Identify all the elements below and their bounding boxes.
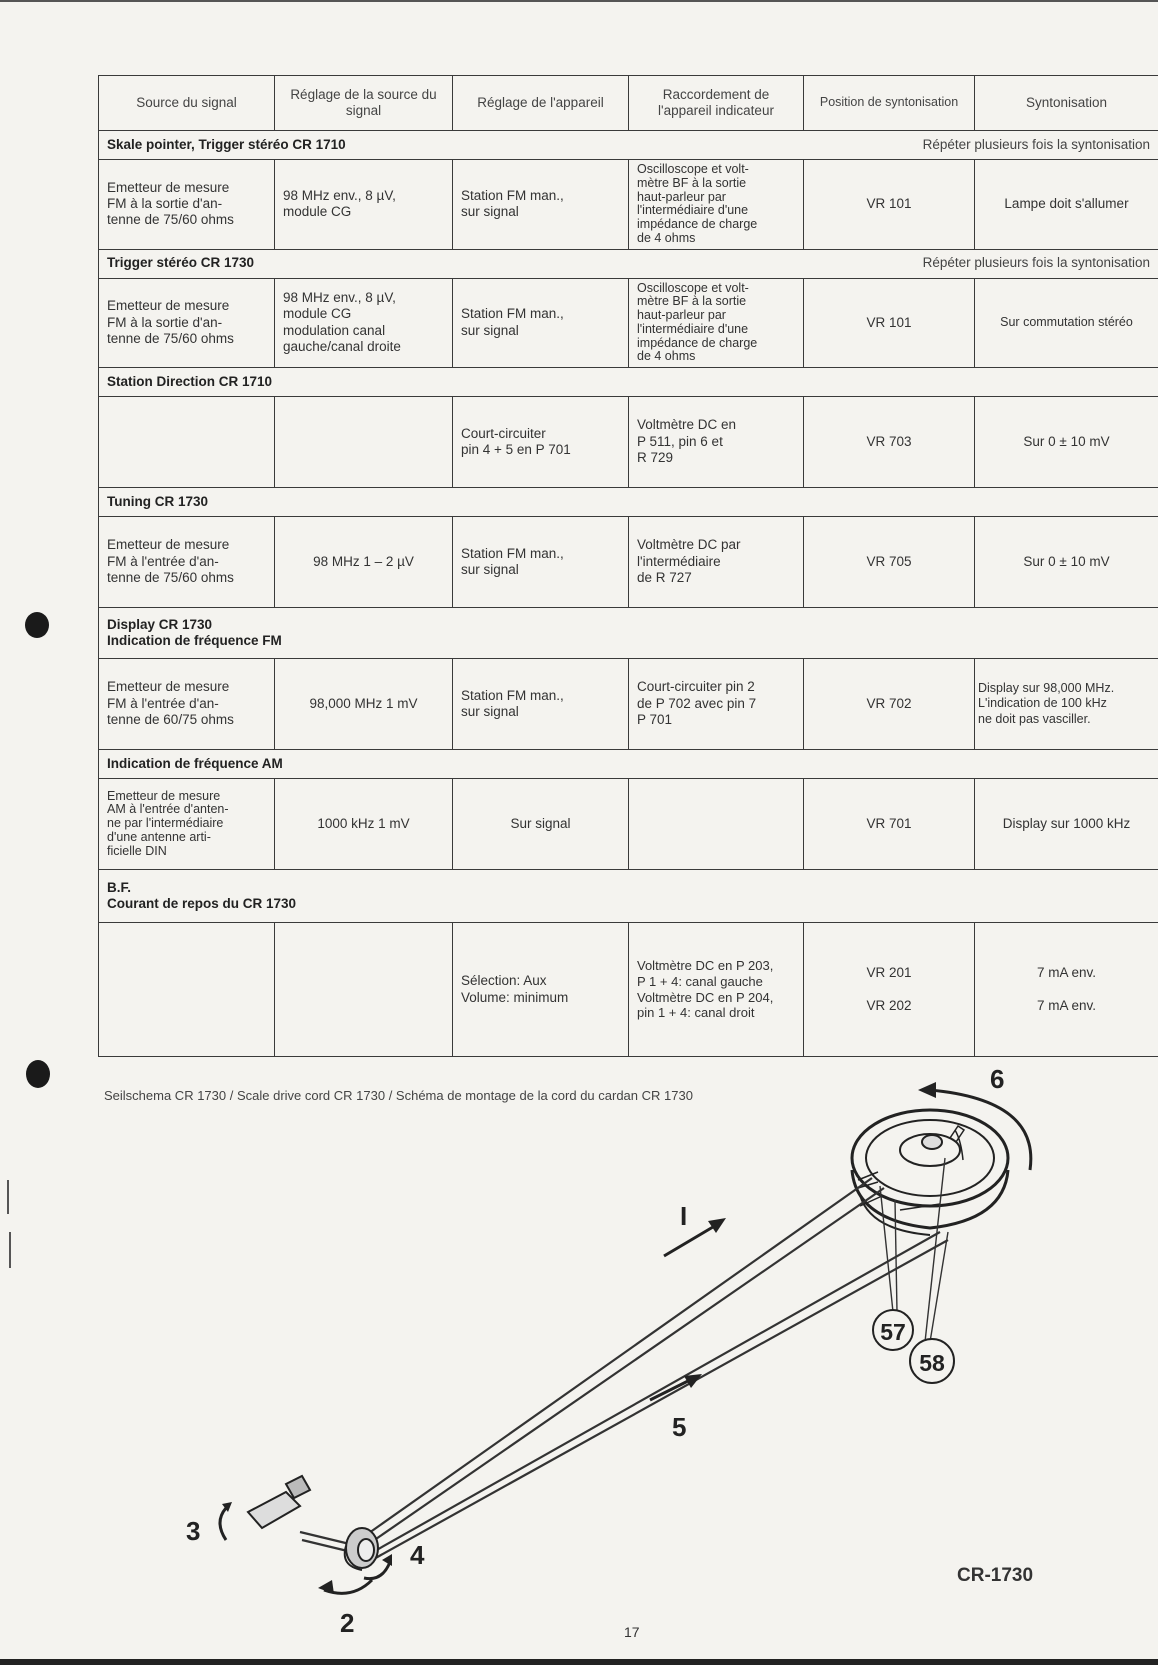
table-cell: 98 MHz env., 8 µV, module CG modulation canal gauche/canal droite bbox=[275, 278, 453, 368]
table-row bbox=[99, 397, 1158, 488]
table-cell: Sur 0 ± 10 mV bbox=[975, 397, 1158, 488]
binder-hole bbox=[25, 612, 49, 638]
rotation-arrow-2 bbox=[318, 1580, 372, 1594]
label-4: 4 bbox=[410, 1540, 425, 1570]
section-title-row bbox=[99, 750, 1158, 779]
table-row bbox=[99, 278, 1158, 368]
table-cell: Sélection: Aux Volume: minimum bbox=[453, 923, 629, 1057]
table-cell: 7 mA env. 7 mA env. bbox=[975, 923, 1158, 1057]
table-cell: Display sur 98,000 MHz. L'indication de 100 kHz ne doit pas vasciller. bbox=[975, 659, 1158, 750]
cord-diagram bbox=[0, 1060, 1158, 1650]
table-cell: Station FM man., sur signal bbox=[453, 278, 629, 368]
table-cell: Station FM man., sur signal bbox=[453, 659, 629, 750]
table-cell bbox=[99, 923, 275, 1057]
table-row bbox=[99, 160, 1158, 250]
table-row bbox=[99, 923, 1158, 1057]
adjustment-table bbox=[98, 75, 1158, 1057]
section-title: Indication de fréquence AM bbox=[107, 755, 283, 771]
table-cell: 98,000 MHz 1 mV bbox=[275, 659, 453, 750]
section-title: Station Direction CR 1710 bbox=[107, 373, 273, 389]
header-cell: Source du signal bbox=[99, 76, 275, 131]
section-title: Tuning CR 1730 bbox=[107, 493, 209, 509]
table-cell: VR 101 bbox=[804, 278, 975, 368]
top-rule bbox=[0, 0, 1158, 2]
table-cell: Sur commutation stéréo bbox=[975, 278, 1158, 368]
section-note: Répéter plusieurs fois la syntonisation bbox=[922, 255, 1150, 271]
table-cell bbox=[99, 397, 275, 488]
table-cell: 1000 kHz 1 mV bbox=[275, 779, 453, 870]
table-cell: 98 MHz 1 – 2 µV bbox=[275, 517, 453, 608]
table-cell: VR 101 bbox=[804, 160, 975, 250]
table-cell: VR 702 bbox=[804, 659, 975, 750]
table-cell: Emetteur de mesure FM à la sortie d'an- tenne de 75/60 ohms bbox=[99, 278, 275, 368]
section-title-row bbox=[99, 608, 1158, 659]
header-cell: Réglage de la source du signal bbox=[275, 76, 453, 131]
table-cell: Voltmètre DC en P 511, pin 6 et R 729 bbox=[629, 397, 804, 488]
section-title: Trigger stéréo CR 1730 bbox=[107, 255, 255, 271]
label-1: I bbox=[680, 1201, 688, 1231]
label-5: 5 bbox=[672, 1412, 687, 1442]
table-row bbox=[99, 517, 1158, 608]
header-cell: Raccordement de l'appareil indicateur bbox=[629, 76, 804, 131]
table-cell: Court-circuiter pin 2 de P 702 avec pin 7 P 701 bbox=[629, 659, 804, 750]
header-cell: Position de syntonisation bbox=[804, 76, 975, 131]
table-cell: Station FM man., sur signal bbox=[453, 160, 629, 250]
section-title: B.F. Courant de repos du CR 1730 bbox=[107, 879, 297, 911]
table-cell: 98 MHz env., 8 µV, module CG bbox=[275, 160, 453, 250]
figure-caption: Seilschema CR 1730 / Scale drive cord CR 1730 / Schéma de montage de la cord du cardan CR 1730 bbox=[104, 1088, 693, 1103]
tuning-shaft-icon bbox=[220, 1476, 310, 1540]
label-3: 3 bbox=[186, 1516, 201, 1546]
model-label: CR-1730 bbox=[957, 1565, 1034, 1586]
table-cell: Emetteur de mesure FM à l'entrée d'an- tenne de 60/75 ohms bbox=[99, 659, 275, 750]
section-title-row bbox=[99, 131, 1158, 160]
table-cell: Lampe doit s'allumer bbox=[975, 160, 1158, 250]
table-cell: Sur signal bbox=[453, 779, 629, 870]
table-row bbox=[99, 659, 1158, 750]
section-note: Répéter plusieurs fois la syntonisation bbox=[922, 136, 1150, 152]
table-header-row bbox=[99, 76, 1158, 131]
section-title-row bbox=[99, 870, 1158, 923]
table-cell: Sur 0 ± 10 mV bbox=[975, 517, 1158, 608]
table-cell: Emetteur de mesure FM à l'entrée d'an- tenne de 75/60 ohms bbox=[99, 517, 275, 608]
table-row bbox=[99, 779, 1158, 870]
table-cell: Voltmètre DC par l'intermédiaire de R 727 bbox=[629, 517, 804, 608]
label-6: 6 bbox=[990, 1064, 1005, 1094]
rotation-arrow-6 bbox=[918, 1082, 1031, 1170]
table-cell: VR 703 bbox=[804, 397, 975, 488]
drum-pulley-icon bbox=[852, 1110, 1008, 1235]
section-title-row bbox=[99, 249, 1158, 278]
label-57: 57 bbox=[880, 1319, 906, 1345]
label-2: 2 bbox=[340, 1608, 355, 1638]
table-cell: Oscilloscope et volt- mètre BF à la sortie haut-parleur par l'intermédiaire d'une impédance de charge de 4 ohms bbox=[629, 278, 804, 368]
table-cell: Emetteur de mesure AM à l'entrée d'anten- ne par l'intermédiaire d'une antenne arti- ficielle DIN bbox=[99, 779, 275, 870]
table-cell bbox=[275, 397, 453, 488]
table-cell: Voltmètre DC en P 203, P 1 + 4: canal gauche Voltmètre DC en P 204, pin 1 + 4: canal droit bbox=[629, 923, 804, 1057]
table-cell: Station FM man., sur signal bbox=[453, 517, 629, 608]
table-cell: Display sur 1000 kHz bbox=[975, 779, 1158, 870]
table-cell: Emetteur de mesure FM à la sortie d'an- tenne de 75/60 ohms bbox=[99, 160, 275, 250]
table-cell: VR 705 bbox=[804, 517, 975, 608]
section-title-row bbox=[99, 488, 1158, 517]
section-title: Skale pointer, Trigger stéréo CR 1710 bbox=[107, 136, 346, 152]
page-number: 17 bbox=[624, 1624, 640, 1640]
table-cell: VR 701 bbox=[804, 779, 975, 870]
bottom-rule bbox=[0, 1659, 1158, 1665]
table-cell bbox=[275, 923, 453, 1057]
table-cell: VR 201 VR 202 bbox=[804, 923, 975, 1057]
section-title-row bbox=[99, 368, 1158, 397]
drive-cord bbox=[300, 1178, 948, 1560]
header-cell: Syntonisation bbox=[975, 76, 1158, 131]
table-cell bbox=[629, 779, 804, 870]
section-title: Display CR 1730 Indication de fréquence FM bbox=[107, 616, 282, 648]
label-58: 58 bbox=[919, 1350, 945, 1376]
direction-arrow-1 bbox=[664, 1218, 726, 1256]
table-cell: Court-circuiter pin 4 + 5 en P 701 bbox=[453, 397, 629, 488]
direction-arrow-5 bbox=[650, 1374, 702, 1400]
table-cell: Oscilloscope et volt- mètre BF à la sortie haut-parleur par l'intermédiaire d'une impédance de charge de 4 ohms bbox=[629, 160, 804, 250]
header-cell: Réglage de l'appareil bbox=[453, 76, 629, 131]
